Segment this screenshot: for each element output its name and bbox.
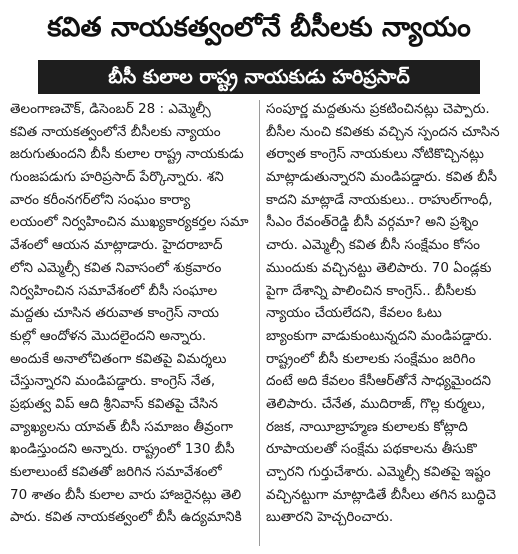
article-line: వేశంలో ఆయన మాట్లాడారు. హైదరాబాద్ [10, 237, 223, 254]
article-line: బుతారని హెచ్చరించారు. [266, 509, 394, 526]
article-line: పైగా దేశాన్ని పాలించిన కాంగ్రెస్.. బీసీలకు [266, 282, 477, 299]
article-line: కవిత నాయకత్వంలోనే బీసీలకు న్యాయం [10, 123, 221, 140]
article-line: దంటే అది కేవలం కేసీఆర్‌తోనే సాధ్యమైందని [266, 373, 491, 390]
article-line: కాదని మాట్లాడే నాయకులు.. రాహుల్‌గాంధీ, [266, 191, 493, 208]
article-line: మాట్లాడుతున్నారని మండిపడ్డారు. కవిత బీసీ [266, 169, 498, 186]
article-line: వ్యాఖ్యలను యావత్ బీసీ సమాజం తీవ్రంగా [10, 418, 233, 435]
article-line: గుంజపడుగు హరిప్రసాద్ పేర్కొన్నారు. శని [10, 169, 224, 186]
article-line: 70 శాతం బీసీ కులాల వారు హాజరైనట్లు తెలి [10, 486, 242, 503]
article-line: వారం కరీంనగర్‌లోని సంఘం కార్యా [10, 191, 191, 208]
article-line: పారు. కవిత నాయకత్వంలో బీసీ ఉద్యమానికి [10, 509, 242, 526]
article-line: ప్రభుత్వ విప్ ఆది శ్రీనివాస్ కవితపై చేసిన [10, 395, 219, 412]
article-line: న్యాయం చేయలేదని, కేవలం ఓటు [266, 305, 442, 322]
article-line: తర్వాత కాంగ్రెస్ నాయకులు నోటికొచ్చినట్లు [266, 146, 484, 163]
article-line: లయంలో నిర్వహించిన ముఖ్యకార్యకర్తల సమా [10, 214, 249, 231]
headline: కవిత నాయకత్వంలోనే బీసీలకు న్యాయం [47, 12, 471, 43]
article-line: ముందుకు వచ్చినట్టు తెలిపారు. 70 ఏండ్లకు [266, 259, 492, 276]
article-line: తెలిపారు. చేనేత, ముదిరాజ్, గొల్ల కుర్మలు, [266, 395, 486, 412]
article-line: కుల్లో ఆందోళన మొదలైందని అన్నారు. [10, 327, 207, 344]
article-line: నిర్వహించిన సమావేశంలో బీసీ సంఘాల [10, 282, 218, 299]
article-line: కులాలుంటే కవితతో జరిగిన సమావేశంలో [10, 464, 222, 480]
column-divider [259, 100, 260, 546]
article-line: ఖండిస్తుందని అన్నారు. రాష్ట్రంలో 130 బీసీ [10, 441, 235, 458]
article-line: జరుగుతుందని బీసీ కులాల రాష్ట్ర నాయకుడు [10, 146, 244, 163]
article-line: రజక, నాయీబ్రాహ్మణ కులాలకు కోట్లాది [266, 418, 468, 435]
article-column-right [266, 98, 509, 550]
article-line: బ్యాంకుగా వాడుకుంటున్నదని మండిపడ్డారు. [266, 327, 493, 344]
article-line: బీసీల నుంచి కవితకు వచ్చిన స్పందన చూసిన [266, 123, 500, 140]
article-line: చేస్తున్నారని మండిపడ్డారు. కాంగ్రెస్ నేత, [10, 373, 216, 390]
article-line: అందుకే అనాలోచితంగా కవితపై విమర్శలు [10, 350, 227, 367]
article-line: వచ్చినట్టుగా మాట్లాడితే బీసీలు తగిన బుద్ధిచె [266, 486, 496, 503]
article-line: తెలంగాణచౌక్, డిసెంబర్ 28 : ఎమ్మెల్సీ [10, 101, 211, 117]
article-column-left [10, 98, 253, 550]
subheadline-banner: బీసీ కులాల రాష్ట్ర నాయకుడు హరిప్రసాద్ [38, 60, 480, 94]
article-line: రాష్ట్రంలో బీసీ కులాలకు సంక్షేమం జరిగిం [266, 350, 476, 367]
article-line: సీఎం రేవంత్‌రెడ్డి బీసీ వర్గమా? అని ప్రశ్నిం [266, 214, 479, 231]
article-line: సంపూర్ణ మద్దతును ప్రకటించినట్లు చెప్పారు. [266, 101, 490, 117]
article-line: లోని ఎమ్మెల్సీ కవిత నివాసంలో శుక్రవారం [10, 259, 222, 276]
article-line: మద్దతు చూసిన తరువాత కాంగ్రెస్ నాయ [10, 305, 219, 322]
article-line: రూపాయలతో సంక్షేమ పథకాలను తీసుకొ [266, 441, 477, 458]
article-line: చ్చారని గుర్తుచేశారు. ఎమ్మెల్సీ కవితపై ఇష్టం [266, 464, 491, 480]
article-line: చారు. ఎమ్మెల్సీ కవిత బీసీ సంక్షేమం కోసం [266, 237, 481, 254]
